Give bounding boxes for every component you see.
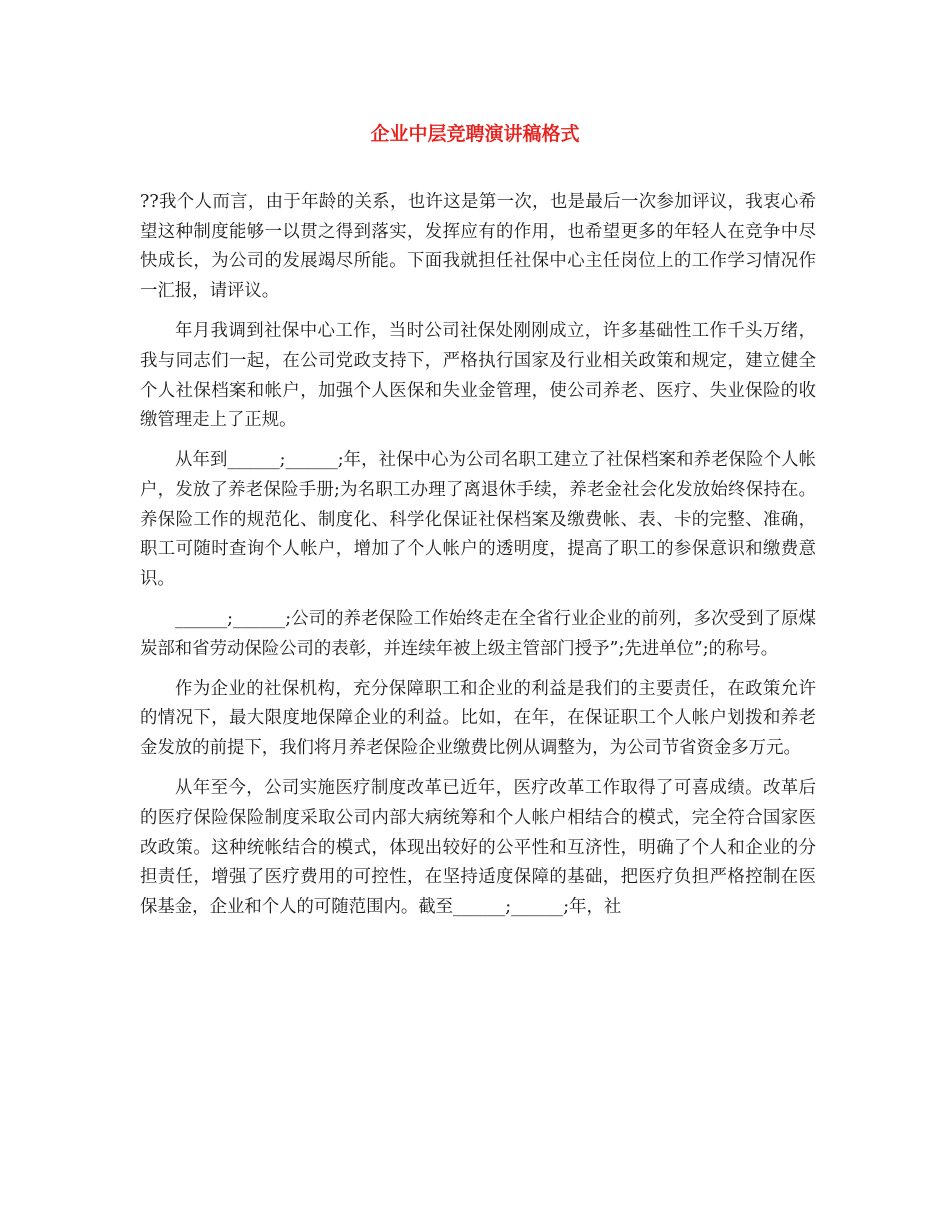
paragraph-4: ______;______;公司的养老保险工作始终走在全省行业企业的前列，多次受到了原煤炭部和省劳动保险公司的表彰，并连续年被上级主管部门授予”;先进单位”;的称号。 bbox=[140, 609, 816, 659]
document-body bbox=[140, 188, 816, 933]
paragraph-1: ??我个人而言，由于年龄的关系，也许这是第一次，也是最后一次参加评议，我衷心希望这种制度能够一以贯之得到落实，发挥应有的作用，也希望更多的年轻人在竞争中尽快成长，为公司的发展竭尽所能。下面我就担任社保中心主任岗位上的工作学习情况作一汇报，请评议。 bbox=[140, 192, 816, 302]
document-title: 企业中层竞聘演讲稿格式 bbox=[370, 123, 580, 145]
paragraph-3: 从年到______;______;年，社保中心为公司名职工建立了社保档案和养老保险个人帐户，发放了养老保险手册;为名职工办理了离退休手续，养老金社会化发放始终保持在。养保险工作的规范化、制度化、科学化保证社保档案及缴费帐、表、卡的完整、准确，职工可随时查询个人帐户，增加了个人帐户的透明度，提高了职工的参保意识和缴费意识。 bbox=[140, 450, 816, 590]
paragraph-2: 年月我调到社保中心工作，当时公司社保处刚刚成立，许多基础性工作千头万绪，我与同志们一起，在公司党政支持下，严格执行国家及行业相关政策和规定，建立健全个人社保档案和帐户，加强个人医保和失业金管理，使公司养老、医疗、失业保险的收缴管理走上了正规。 bbox=[140, 321, 816, 431]
paragraph-6: 从年至今，公司实施医疗制度改革已近年，医疗改革工作取得了可喜成绩。改革后的医疗保险保险制度采取公司内部大病统筹和个人帐户相结合的模式，完全符合国家医改政策。这种统帐结合的模式，体现出较好的公平性和互济性，明确了个人和企业的分担责任，增强了医疗费用的可控性，在坚持适度保障的基础，把医疗负担严格控制在医保基金，企业和个人的可随范围内。截至______;______;年，社 bbox=[140, 778, 816, 917]
paragraph-5: 作为企业的社保机构，充分保障职工和企业的利益是我们的主要责任，在政策允许的情况下，最大限度地保障企业的利益。比如，在年，在保证职工个人帐户划拨和养老金发放的前提下，我们将月养老保险企业缴费比例从调整为，为公司节省资金多万元。 bbox=[140, 678, 816, 759]
